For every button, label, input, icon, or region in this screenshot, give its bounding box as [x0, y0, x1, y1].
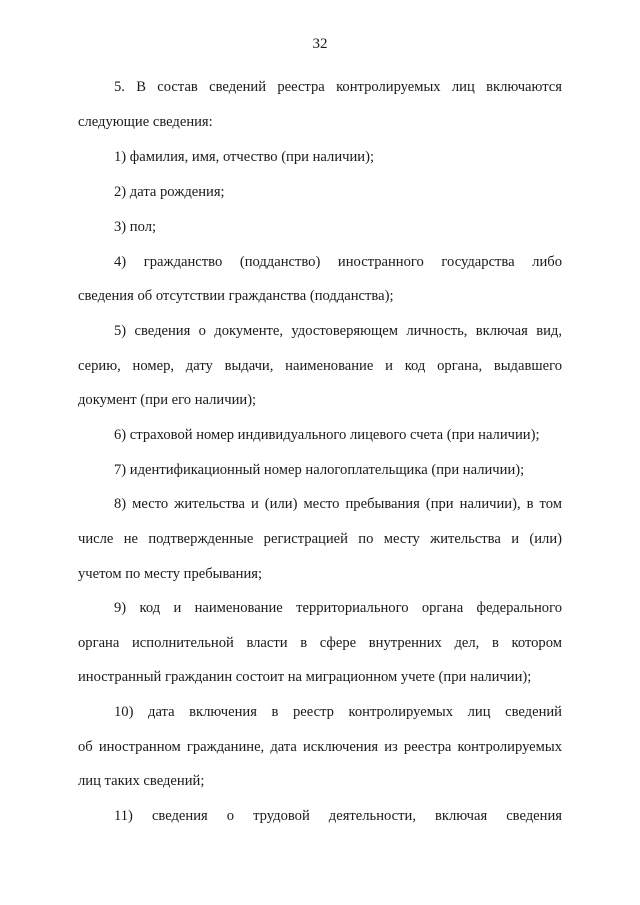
- text-line: 5. В состав сведений реестра контролируемых лиц включаются: [114, 79, 562, 95]
- text-line: документ (при его наличии);: [78, 392, 257, 408]
- text-line: следующие сведения:: [78, 114, 213, 130]
- list-item: 4) гражданство (подданство) иностранного государства либо: [114, 254, 562, 270]
- text-line: серию, номер, дату выдачи, наименование и код органа, выдавшего: [78, 358, 562, 374]
- list-item: 6) страховой номер индивидуального лицевого счета (при наличии);: [114, 427, 540, 443]
- text-line: иностранный гражданин состоит на миграционном учете (при наличии);: [78, 669, 532, 685]
- list-item: 7) идентификационный номер налогоплательщика (при наличии);: [114, 462, 525, 478]
- list-item: 2) дата рождения;: [114, 184, 225, 200]
- text-line: числе не подтвержденные регистрацией по месту жительства и (или): [78, 531, 562, 547]
- text-line: лиц таких сведений;: [78, 773, 205, 789]
- list-item: 1) фамилия, имя, отчество (при наличии);: [114, 149, 375, 165]
- text-line: учетом по месту пребывания;: [78, 566, 263, 582]
- list-item: 10) дата включения в реестр контролируемых лиц сведений: [114, 704, 562, 720]
- text-line: об иностранном гражданине, дата исключения из реестра контролируемых: [78, 739, 562, 755]
- list-item: 3) пол;: [114, 219, 157, 235]
- page-number: 32: [312, 36, 328, 52]
- text-line: органа исполнительной власти в сфере внутренних дел, в котором: [78, 635, 562, 651]
- list-item: 9) код и наименование территориального органа федерального: [114, 600, 562, 616]
- text-line: сведения об отсутствии гражданства (подданства);: [78, 288, 394, 304]
- list-item: 5) сведения о документе, удостоверяющем личность, включая вид,: [114, 323, 562, 339]
- list-item: 11) сведения о трудовой деятельности, включая сведения: [114, 808, 562, 824]
- list-item: 8) место жительства и (или) место пребывания (при наличии), в том: [114, 496, 562, 512]
